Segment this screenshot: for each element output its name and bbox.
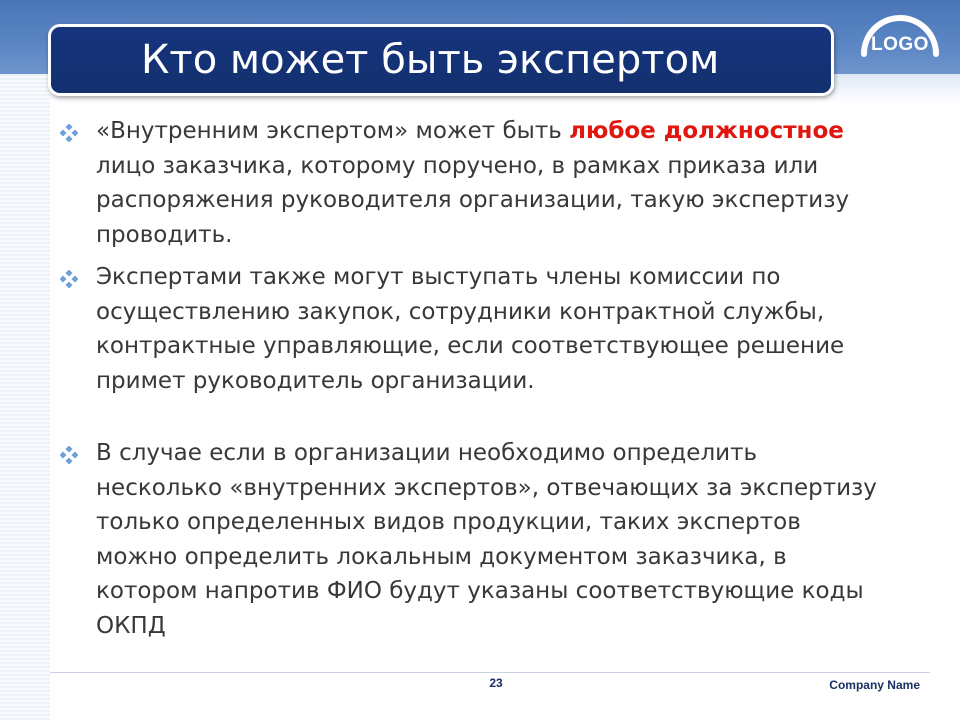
bullet-text: Экспертами также могут выступать члены комиссии по осуществлению закупок, сотрудники контрактной службы, контрактные управляющие, если соответствующее решение примет руководитель организации. — [96, 264, 845, 394]
slide-title: Кто может быть экспертом — [141, 37, 720, 83]
slide-content — [60, 114, 880, 651]
bullet-text: В случае если в организации необходимо определить несколько «внутренних экспертов», отвечающих за экспертизу только определенных видов продукции, таких экспертов можно определить локальным документом заказчика, в котором напротив ФИО будут указаны соответствующие коды ОКПД — [96, 440, 877, 639]
company-name: Company Name — [829, 678, 920, 692]
diamond-bullet-icon — [60, 446, 78, 464]
diamond-bullet-icon — [60, 124, 78, 142]
footer-divider — [50, 672, 930, 673]
bullet-text-before: «Внутренним экспертом» может быть — [96, 118, 570, 144]
left-decoration — [0, 74, 50, 720]
bullet-item — [60, 260, 880, 398]
bullet-text-highlight: любое должностное — [569, 118, 844, 144]
bullet-item — [60, 114, 880, 252]
bullet-text-after: лицо заказчика, которому поручено, в рамках приказа или распоряжения руководителя организации, такую экспертизу проводить. — [96, 152, 850, 248]
page-number: 23 — [489, 676, 503, 690]
title-box — [48, 24, 834, 96]
logo — [858, 10, 942, 70]
bullet-item — [60, 436, 880, 643]
logo-text: LOGO — [871, 34, 929, 55]
diamond-bullet-icon — [60, 270, 78, 288]
